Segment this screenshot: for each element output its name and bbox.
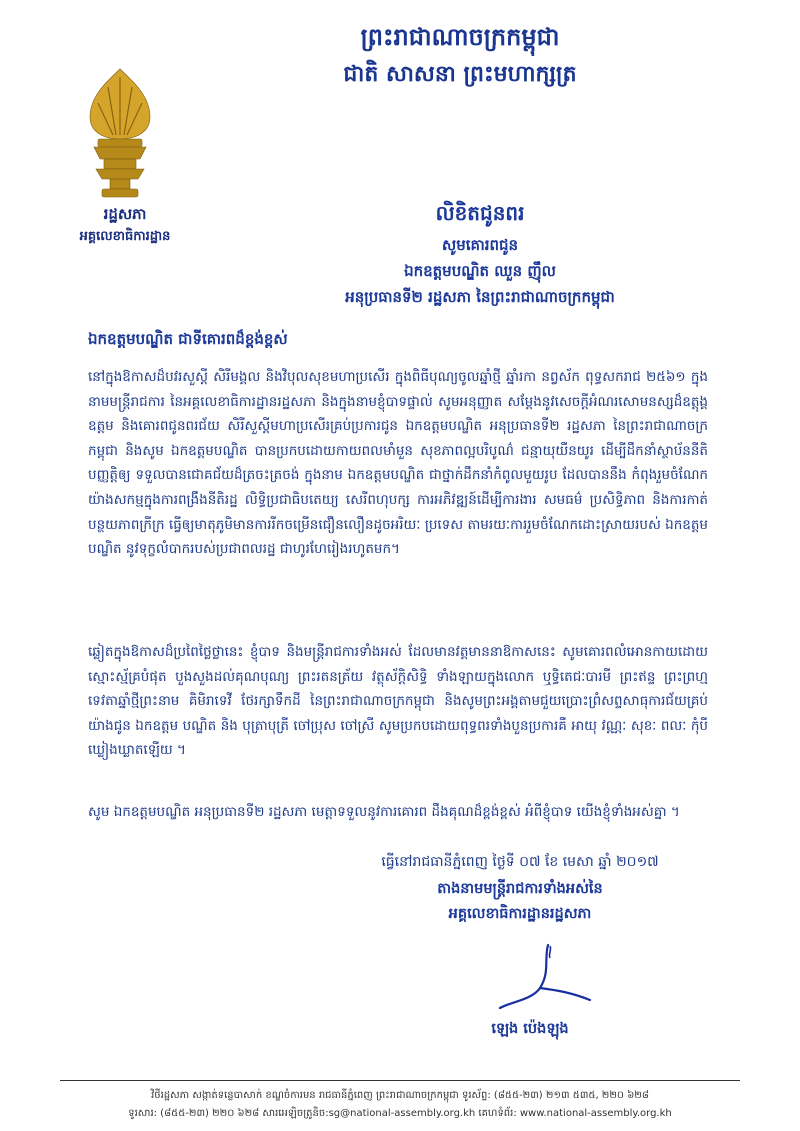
respect-line: សូមគោរពជូន [441, 236, 519, 254]
national-assembly-emblem [80, 65, 160, 200]
handwritten-signature [470, 940, 610, 1020]
letter-title: លិខិតជូនពរ [435, 201, 525, 225]
footer-divider [60, 1080, 740, 1081]
organization-department: អគ្គលេខាធិការដ្ឋាន [79, 229, 171, 244]
signatory-line-1: តាងនាមមន្ត្រីរាជការទាំងអស់នៃ [437, 881, 603, 897]
motto-heading: ជាតិ សាសនា ព្រះមហាក្សត្រ [343, 62, 577, 87]
salutation: ឯកឧត្តមបណ្ឌិត ជាទីគោរពដ៏ខ្ពង់ខ្ពស់ [88, 330, 288, 348]
kingdom-heading: ព្រះរាជាណាចក្រកម្ពុជា [360, 23, 560, 51]
body-paragraph-3: សូម ឯកឧត្តមបណ្ឌិត អនុប្រធានទី២ រដ្ឋសភា មេត្តាទទួលនូវការគោរព ដឹងគុណដ៏ខ្ពង់ខ្ពស់ អំពីខ្ញុំបាទ យើងខ្ញុំទាំងអស់គ្នា ។ [88, 804, 680, 820]
signatory-line-2: អគ្គលេខាធិការដ្ឋានរដ្ឋសភា [448, 906, 592, 922]
body-paragraph-2: ឆ្លៀតក្នុងឱកាសដ៏ប្រពៃថ្លៃថ្លានេះ ខ្ញុំបាទ និងមន្ត្រីរាជការទាំងអស់ ដែលមានវត្តមាននាឱកាសនេះ សូមគោរពលំអោនកាយដោយស្មោះស្ម័គ្របំផុត បួងសួងដល់គុណបុណ្យ ព្រះរតនត្រ័យ វត្ថុស័ក្តិសិទ្ធិ ទាំងឡាយក្នុងលោក ឬទ្ធិតេជៈបារមី ព្រះឥន្ទ ព្រះព្រហ្ម ទេវតាឆ្នាំថ្មីព្រះនាម គិមិរាទេវី ថែរក្សាទឹកដី នៃព្រះរាជាណាចក្រកម្ពុជា និងសូមព្រះអង្គតាមជួយប្រោះព្រំសព្ទសាធុការជ័យគ្រប់យ៉ាងជូន ឯកឧត្តម បណ្ឌិត និង បុត្រាបុត្រី ចៅប្រុស ចៅស្រី សូមប្រកបដោយពុទ្ធពរទាំងបួនប្រការគឺ អាយុ វណ្ណៈ សុខៈ ពលៈ កុំបីឃ្លៀងឃ្លាតឡើយ ។ [88, 644, 708, 759]
body-paragraph-1: នៅក្នុងឱកាសដ៏បវរសួស្តី សិរីមង្គល និងវិបុលសុខមហាប្រសើរ ក្នុងពិធីបុណ្យចូលឆ្នាំថ្មី ឆ្នាំរកា នព្វស័ក ពុទ្ធសករាជ ២៥៦១ ក្នុងនាមមន្ត្រីរាជការ នៃអគ្គលេខាធិការដ្ឋានរដ្ឋសភា និងក្នុងនាមខ្ញុំបាទផ្ទាល់ សូមអនុញ្ញាត សម្ដែងនូវសេចក្តីអំណរសោមនស្សដ៏ឧត្តុង្គឧត្តម និងគោរពជូនពរជ័យ សិរីសួស្តីមហាប្រសើរគ្រប់ប្រការជូន ឯកឧត្តមបណ្ឌិត អនុប្រធានទី២ រដ្ឋសភា នៃព្រះរាជាណាចក្រកម្ពុជា និងសូម ឯកឧត្តមបណ្ឌិត បានប្រកបដោយកាយពលមាំមួន សុខភាពល្អបរិបូណ៌ ជន្មាយុយឺនយូរ ដើម្បីដឹកនាំស្ថាប័ននីតិបញ្ញត្តិឲ្យ ទទួលបានជោគជ័យដ៏ត្រចះត្រចង់ ក្នុងនាម ឯកឧត្តមបណ្ឌិត ជាថ្នាក់ដឹកនាំកំពូលមួយរូប ដែលបាននឹង កំពុងរួមចំណែកយ៉ាងសកម្មក្នុងការពង្រឹងនីតិរដ្ឋ លិទ្ធិប្រជាធិបតេយ្យ សេរីពហុបក្ស ការអភិវឌ្ឍន៍ដើម្បីការងារ សមធម៌ ប្រសិទ្ធិភាព និងការកាត់បន្ថយភាពក្រីក្រ ធ្វើឲ្យមាតុភូមិមានការរីកចម្រើនជឿនលឿនដូចអរិយៈ ប្រទេស តាមរយៈការរួមចំណែកដោះស្រាយរបស់ ឯកឧត្តមបណ្ឌិត នូវទុក្ខលំបាករបស់ប្រជាពលរដ្ឋ ជាហូរហែរៀងរហូតមក។ [88, 369, 708, 558]
letter-date: ធ្វើនៅរាជធានីភ្នំពេញ ថ្ងៃទី ០៧ ខែ មេសា ឆ្នាំ ២០១៧ [381, 854, 659, 870]
organization-name: រដ្ឋសភា [103, 205, 147, 223]
footer-contacts: ទូរសារ: (៨៥៥-២៣) ២២០ ៦២៨ សារអេឡិចត្រូនិច:sg@national-assembly.org.kh គេហទំព័រ: www.national-assembly.org.kh [128, 1108, 672, 1119]
signatory-name: ឡេង ប៉េងឡុង [491, 1021, 569, 1037]
recipient-title: អនុប្រធានទី២ រដ្ឋសភា នៃព្រះរាជាណាចក្រកម្ពុជា [345, 288, 615, 306]
recipient-name: ឯកឧត្តមបណ្ឌិត ឈួន ញ៉ឹល [404, 262, 556, 280]
footer-address: វិថីរដ្ឋសភា សង្កាត់ទន្លេបាសាក់ ខណ្ឌចំការមន រាជធានីភ្នំពេញ ព្រះរាជាណាចក្រកម្ពុជា ទូរស័ព្ទ: (៨៥៥-២៣) ២១៣ ៥៣៥, ២២០ ៦២៨ [151, 1090, 649, 1101]
